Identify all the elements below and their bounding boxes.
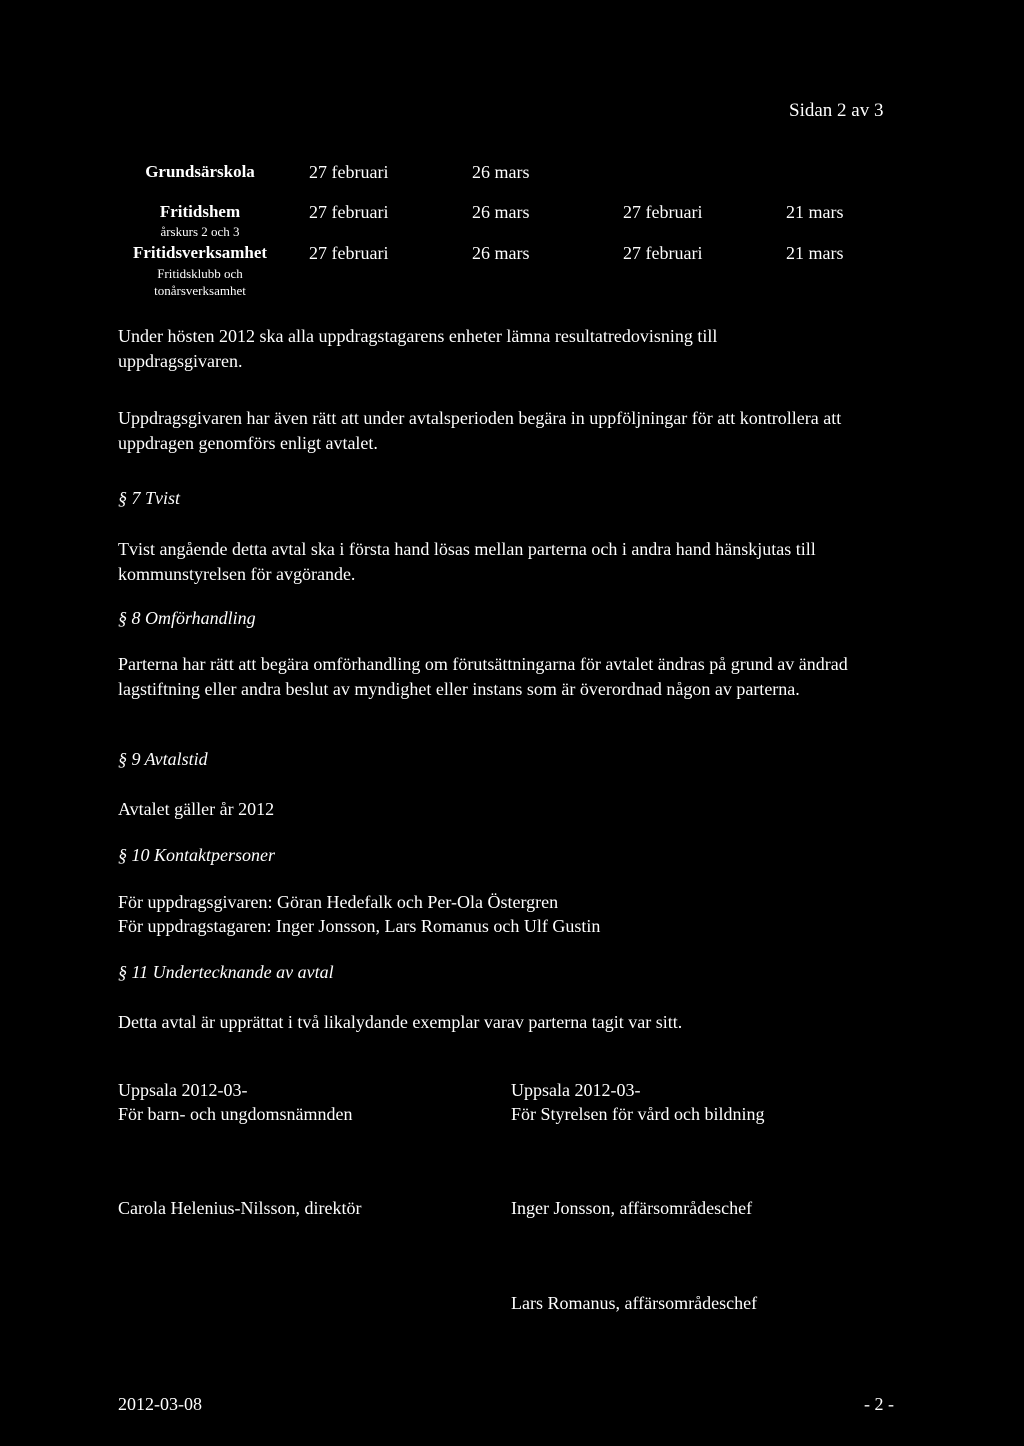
row-label: Fritidshem: [159, 202, 241, 221]
table-cell: 27 februari: [309, 162, 389, 182]
section-heading-11: § 11 Undertecknande av avtal: [118, 962, 334, 982]
section-heading-9: § 9 Avtalstid: [118, 749, 208, 769]
signer-left: Carola Helenius-Nilsson, direktör: [118, 1198, 362, 1218]
signature-party-right: För Styrelsen för vård och bildning: [511, 1104, 765, 1124]
table-cell: 26 mars: [472, 162, 530, 182]
table-cell: 27 februari: [309, 202, 389, 222]
signer-right-1: Inger Jonsson, affärsområdeschef: [511, 1198, 753, 1218]
signer-right-2: Lars Romanus, affärsområdeschef: [511, 1293, 758, 1313]
table-cell: 27 februari: [623, 243, 703, 263]
footer-page-number: - 2 -: [864, 1394, 894, 1414]
table-cell: 27 februari: [309, 243, 389, 263]
table-cell: 26 mars: [472, 202, 530, 222]
paragraph-signing: Detta avtal är upprättat i två likalydande exemplar varav parterna tagit var sitt.: [118, 1012, 683, 1032]
contact-line-contractor: För uppdragstagaren: Inger Jonsson, Lars Romanus och Ulf Gustin: [118, 916, 601, 936]
section-heading-7: § 7 Tvist: [118, 488, 181, 508]
page-indicator: Sidan 2 av 3: [789, 100, 884, 121]
signature-party-left: För barn- och ungdomsnämnden: [118, 1104, 353, 1124]
paragraph-followup: Uppdragsgivaren har även rätt att under avtalsperioden begära in uppföljningar för att kontrollera att uppdragen genomförs enligt avtalet.: [118, 408, 842, 453]
row-sublabel: Fritidsklubb och tonårsverksamhet: [154, 266, 246, 298]
row-label: Fritidsverksamhet: [132, 243, 268, 262]
signature-place-left: Uppsala 2012-03-: [118, 1080, 248, 1100]
table-cell: 21 mars: [786, 243, 844, 263]
paragraph-dispute: Tvist angående detta avtal ska i första hand lösas mellan parterna och i andra hand hänskjutas till kommunstyrelsen för avgörande.: [118, 539, 816, 584]
row-sublabel: årskurs 2 och 3: [160, 224, 240, 239]
row-label: Grundsärskola: [145, 162, 255, 181]
contact-line-client: För uppdragsgivaren: Göran Hedefalk och Per-Ola Östergren: [118, 892, 559, 912]
table-cell: 21 mars: [786, 202, 844, 222]
paragraph-period: Avtalet gäller år 2012: [118, 799, 275, 819]
paragraph-renegotiation: Parterna har rätt att begära omförhandling om förutsättningarna för avtalet ändras på grund av ändrad lagstiftning eller andra beslut av myndighet eller instans som är överordnad någon av parterna.: [118, 654, 848, 699]
footer-date: 2012-03-08: [118, 1394, 202, 1414]
paragraph-results: Under hösten 2012 ska alla uppdragstagarens enheter lämna resultatredovisning till uppdragsgivaren.: [118, 326, 718, 371]
table-cell: 26 mars: [472, 243, 530, 263]
signature-place-right: Uppsala 2012-03-: [511, 1080, 641, 1100]
table-cell: 27 februari: [623, 202, 703, 222]
section-heading-8: § 8 Omförhandling: [118, 608, 256, 628]
section-heading-10: § 10 Kontaktpersoner: [118, 845, 275, 865]
